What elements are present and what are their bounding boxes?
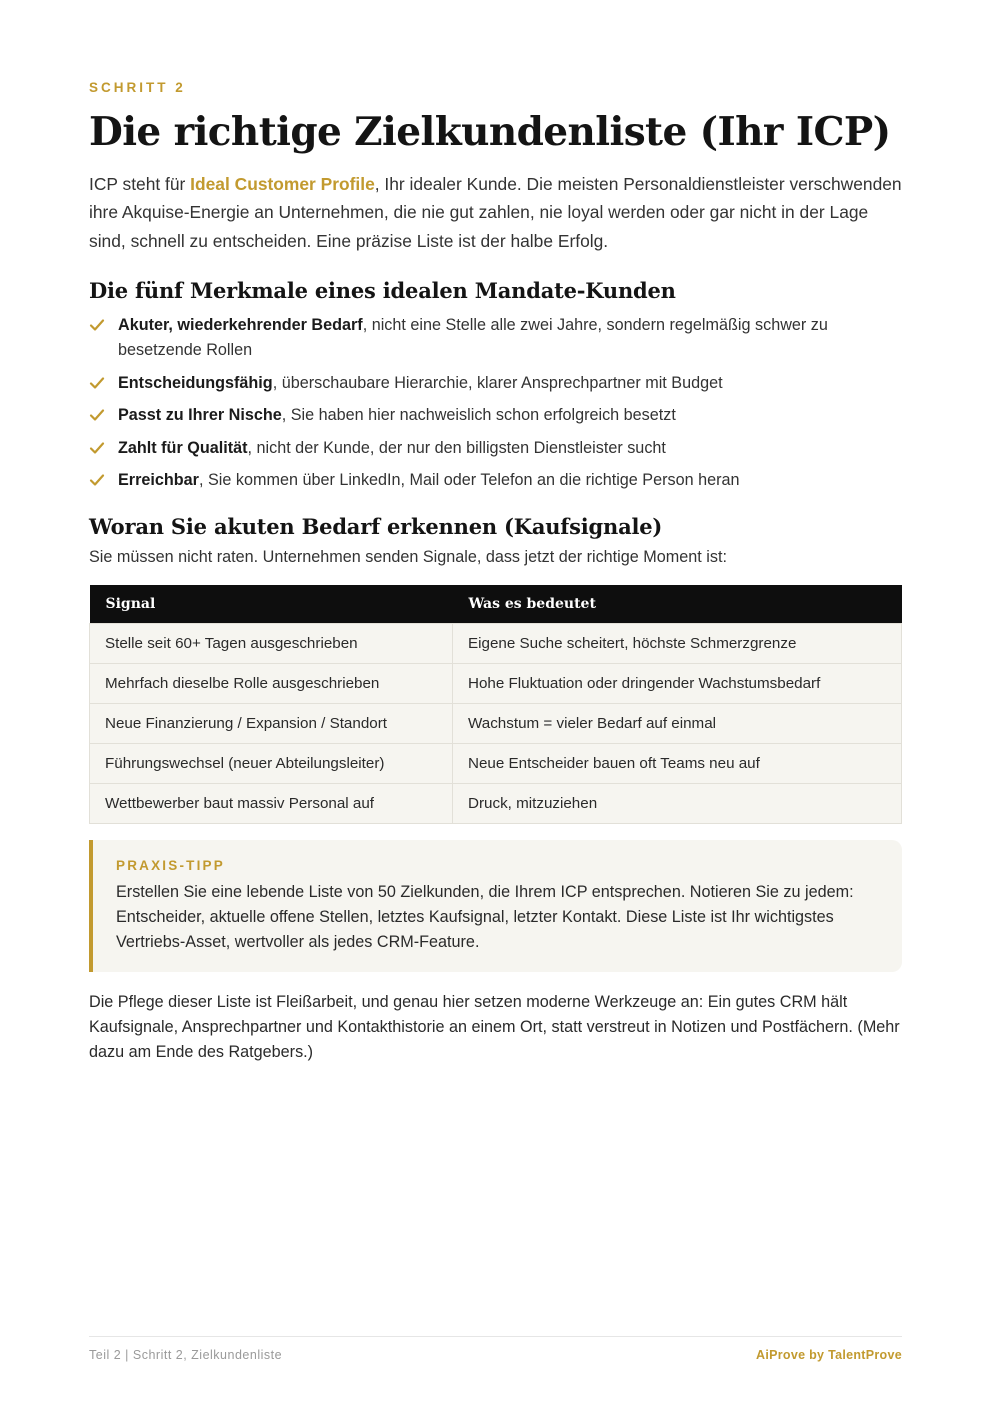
signals-table — [89, 585, 902, 824]
page-title: Die richtige Zielkundenliste (Ihr ICP) — [89, 109, 891, 155]
table-header-row — [90, 585, 902, 624]
criteria-list — [89, 313, 902, 493]
criterion-title: Akuter, wiederkehrender Bedarf — [118, 316, 363, 335]
intro-text-before: ICP steht für — [89, 174, 191, 194]
list-item — [89, 468, 902, 493]
check-icon — [89, 375, 105, 391]
column-header-signal: Signal — [90, 585, 453, 624]
criterion-text: , nicht eine Stelle alle zwei Jahre, sondern regelmäßig schwer zu besetzende Rollen — [118, 316, 828, 360]
practice-tip-box — [89, 840, 902, 972]
signal-cell: Führungswechsel (neuer Abteilungsleiter) — [90, 744, 453, 784]
signal-cell: Neue Finanzierung / Expansion / Standort — [90, 704, 453, 744]
closing-paragraph: Die Pflege dieser Liste ist Fleißarbeit, und genau hier setzen moderne Werkzeuge an: Ein gutes CRM hält Kaufsignale, Ansprechpartner und Kontakthistorie an einem Ort, statt verstreut in Notizen und Postfächern. (Mehr dazu am Ende des Ratgebers.) — [89, 993, 900, 1062]
criterion-title: Entscheidungsfähig — [118, 373, 273, 392]
list-item — [89, 436, 902, 461]
page-content — [89, 78, 902, 1081]
check-icon — [89, 407, 105, 423]
table-row — [90, 664, 902, 704]
intro-paragraph — [89, 170, 902, 255]
criteria-heading: Die fünf Merkmale eines idealen Mandate-Kunden — [89, 278, 676, 304]
criterion-text: , Sie haben hier nachweislich schon erfolgreich besetzt — [281, 406, 676, 425]
criterion-text: , überschaubare Hierarchie, klarer Ansprechpartner mit Budget — [272, 373, 723, 392]
tip-text: Erstellen Sie eine lebende Liste von 50 Zielkunden, die Ihrem ICP entsprechen. Notieren Sie zu jedem: Entscheider, aktuelle offene Stellen, letztes Kaufsignal, letzter Kontakt. Diese Liste ist Ihr wichtigstes Vertriebs-Asset, wertvoller als jedes CRM-Feature. — [116, 883, 854, 952]
list-item — [89, 403, 902, 428]
footer-brand: AiProve by TalentProve — [756, 1348, 902, 1362]
footer-section-label: Teil 2 | Schritt 2, Zielkundenliste — [89, 1348, 283, 1362]
signals-heading: Woran Sie akuten Bedarf erkennen (Kaufsignale) — [89, 514, 663, 540]
signal-cell: Mehrfach dieselbe Rolle ausgeschrieben — [90, 664, 453, 704]
criterion-title: Erreichbar — [118, 471, 199, 490]
table-row — [90, 624, 902, 664]
page-footer — [89, 1336, 902, 1363]
table-row — [90, 744, 902, 784]
tip-title: PRAXIS-TIPP — [116, 858, 225, 874]
column-header-meaning: Was es bedeutet — [453, 585, 902, 624]
signals-subtitle: Sie müssen nicht raten. Unternehmen senden Signale, dass jetzt der richtige Moment ist: — [89, 548, 727, 567]
step-label: SCHRITT 2 — [89, 80, 186, 95]
meaning-cell: Eigene Suche scheitert, höchste Schmerzgrenze — [453, 624, 902, 664]
check-icon — [89, 472, 105, 488]
meaning-cell: Wachstum = vieler Bedarf auf einmal — [453, 704, 902, 744]
meaning-cell: Hohe Fluktuation oder dringender Wachstumsbedarf — [453, 664, 902, 704]
signal-cell: Stelle seit 60+ Tagen ausgeschrieben — [90, 624, 453, 664]
check-icon — [89, 440, 105, 456]
criterion-text: , Sie kommen über LinkedIn, Mail oder Telefon an die richtige Person heran — [198, 471, 740, 490]
table-row — [90, 784, 902, 824]
meaning-cell: Neue Entscheider bauen oft Teams neu auf — [453, 744, 902, 784]
icp-highlight: Ideal Customer Profile — [190, 174, 375, 194]
meaning-cell: Druck, mitzuziehen — [453, 784, 902, 824]
list-item — [89, 313, 902, 363]
criterion-text: , nicht der Kunde, der nur den billigsten Dienstleister sucht — [247, 438, 666, 457]
signal-cell: Wettbewerber baut massiv Personal auf — [90, 784, 453, 824]
check-icon — [89, 317, 105, 333]
table-row — [90, 704, 902, 744]
criterion-title: Passt zu Ihrer Nische — [118, 406, 282, 425]
intro-text-after: , Ihr idealer Kunde. Die meisten Personaldienstleister verschwenden ihre Akquise-Energie an Unternehmen, die nie gut zahlen, nie loyal werden oder gar nicht in der Lage sind, schnell zu entscheiden. Eine präzise Liste ist der halbe Erfolg. — [89, 174, 902, 251]
list-item — [89, 371, 902, 396]
criterion-title: Zahlt für Qualität — [118, 438, 248, 457]
